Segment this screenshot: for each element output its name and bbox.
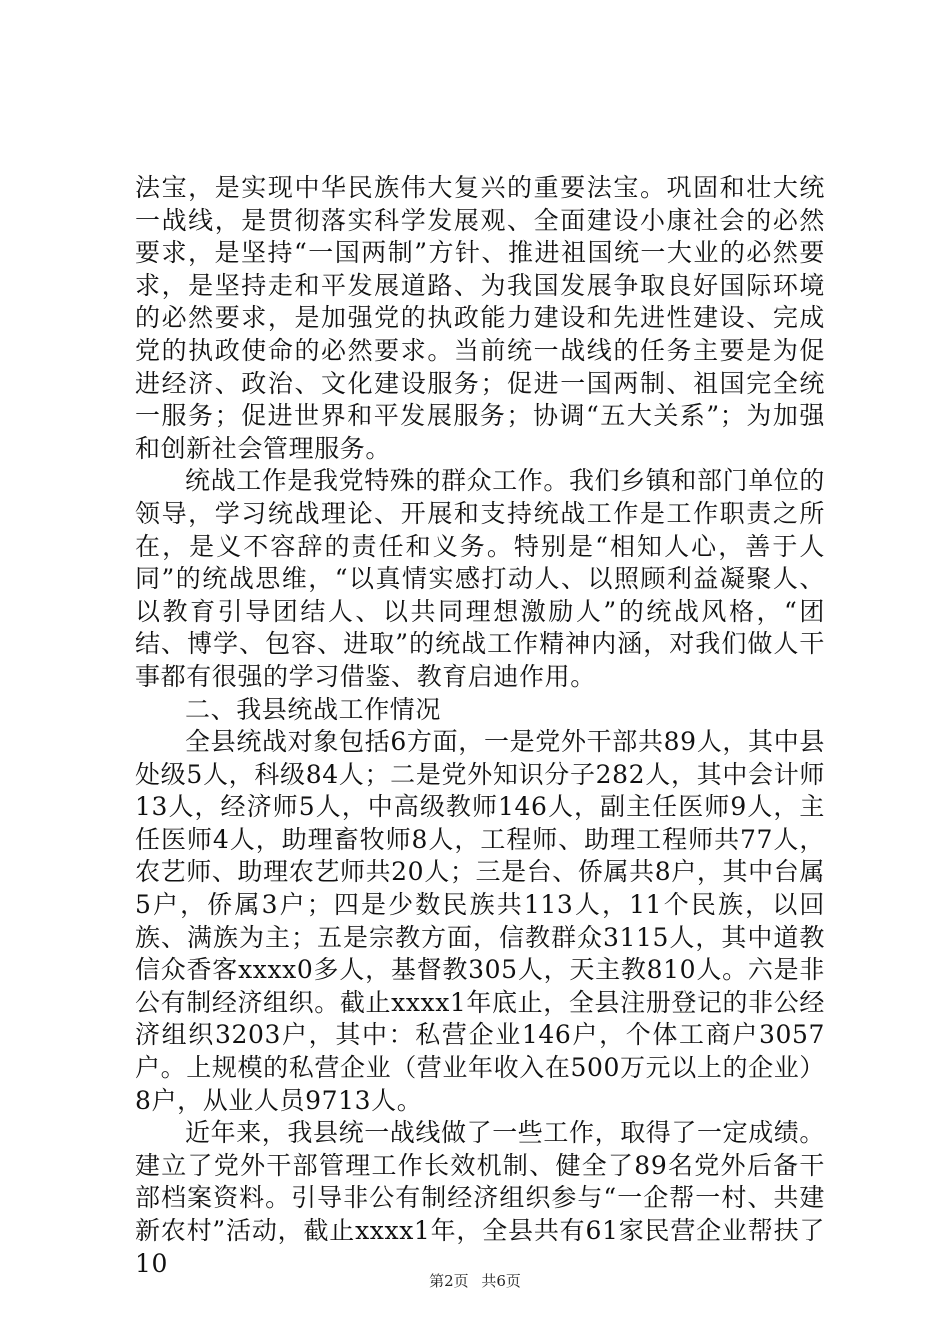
section-heading-county-work: 二、我县统战工作情况 <box>185 694 442 724</box>
paragraph-recent-achievements: 近年来，我县统一战线做了一些工作，取得了一定成绩。建立了党外干部管理工作长效机制、健全了89名党外后备干部档案资料。引导非公有制经济组织参与“一企帮一村、共建新农村”活动，截止xxxx1年，全县共有61家民营企业帮扶了10 <box>135 1118 826 1278</box>
page-total: 共6页 <box>481 1272 521 1290</box>
page-footer <box>0 1270 950 1291</box>
paragraph-united-front-work: 统战工作是我党特殊的群众工作。我们乡镇和部门单位的领导，学习统战理论、开展和支持统战工作是工作职责之所在，是义不容辞的责任和义务。特别是“相知人心，善于人同”的统战思维，“以真情实感打动人、以照顾利益凝聚人、以教育引导团结人、以共同理想激励人”的统战风格，“团结、博学、包容、进取”的统战工作精神内涵，对我们做人干事都有很强的学习借鉴、教育启迪作用。 <box>135 466 826 691</box>
paragraph-united-front-importance: 法宝，是实现中华民族伟大复兴的重要法宝。巩固和壮大统一战线，是贯彻落实科学发展观、全面建设小康社会的必然要求，是坚持“一国两制”方针、推进祖国统一大业的必然要求，是坚持走和平发展道路、为我国发展争取良好国际环境的必然要求，是加强党的执政能力建设和先进性建设、完成党的执政使命的必然要求。当前统一战线的任务主要是为促进经济、政治、文化建设服务；促进一国两制、祖国完全统一服务；促进世界和平发展服务；协调“五大关系”；为加强和创新社会管理服务。 <box>135 173 825 463</box>
page-number: 第2页 <box>429 1272 469 1290</box>
document-body <box>135 172 825 1280</box>
paragraph-county-statistics: 全县统战对象包括6方面，一是党外干部共89人，其中县处级5人，科级84人；二是党外知识分子282人，其中会计师13人，经济师5人，中高级教师146人，副主任医师9人，主任医师4人，助理畜牧师8人，工程师、助理工程师共77人，农艺师、助理农艺师共20人；三是台、侨属共8户，其中台属5户，侨属3户；四是少数民族共113人，11个民族，以回族、满族为主；五是宗教方面，信教群众3115人，其中道教信众香客xxxx0多人，基督教305人，天主教810人。六是非公有制经济组织。截止xxxx1年底止，全县注册登记的非公经济组织3203户，其中：私营企业146户，个体工商户3057户。上规模的私营企业（营业年收入在500万元以上的企业）8户，从业人员9713人。 <box>135 727 825 1115</box>
